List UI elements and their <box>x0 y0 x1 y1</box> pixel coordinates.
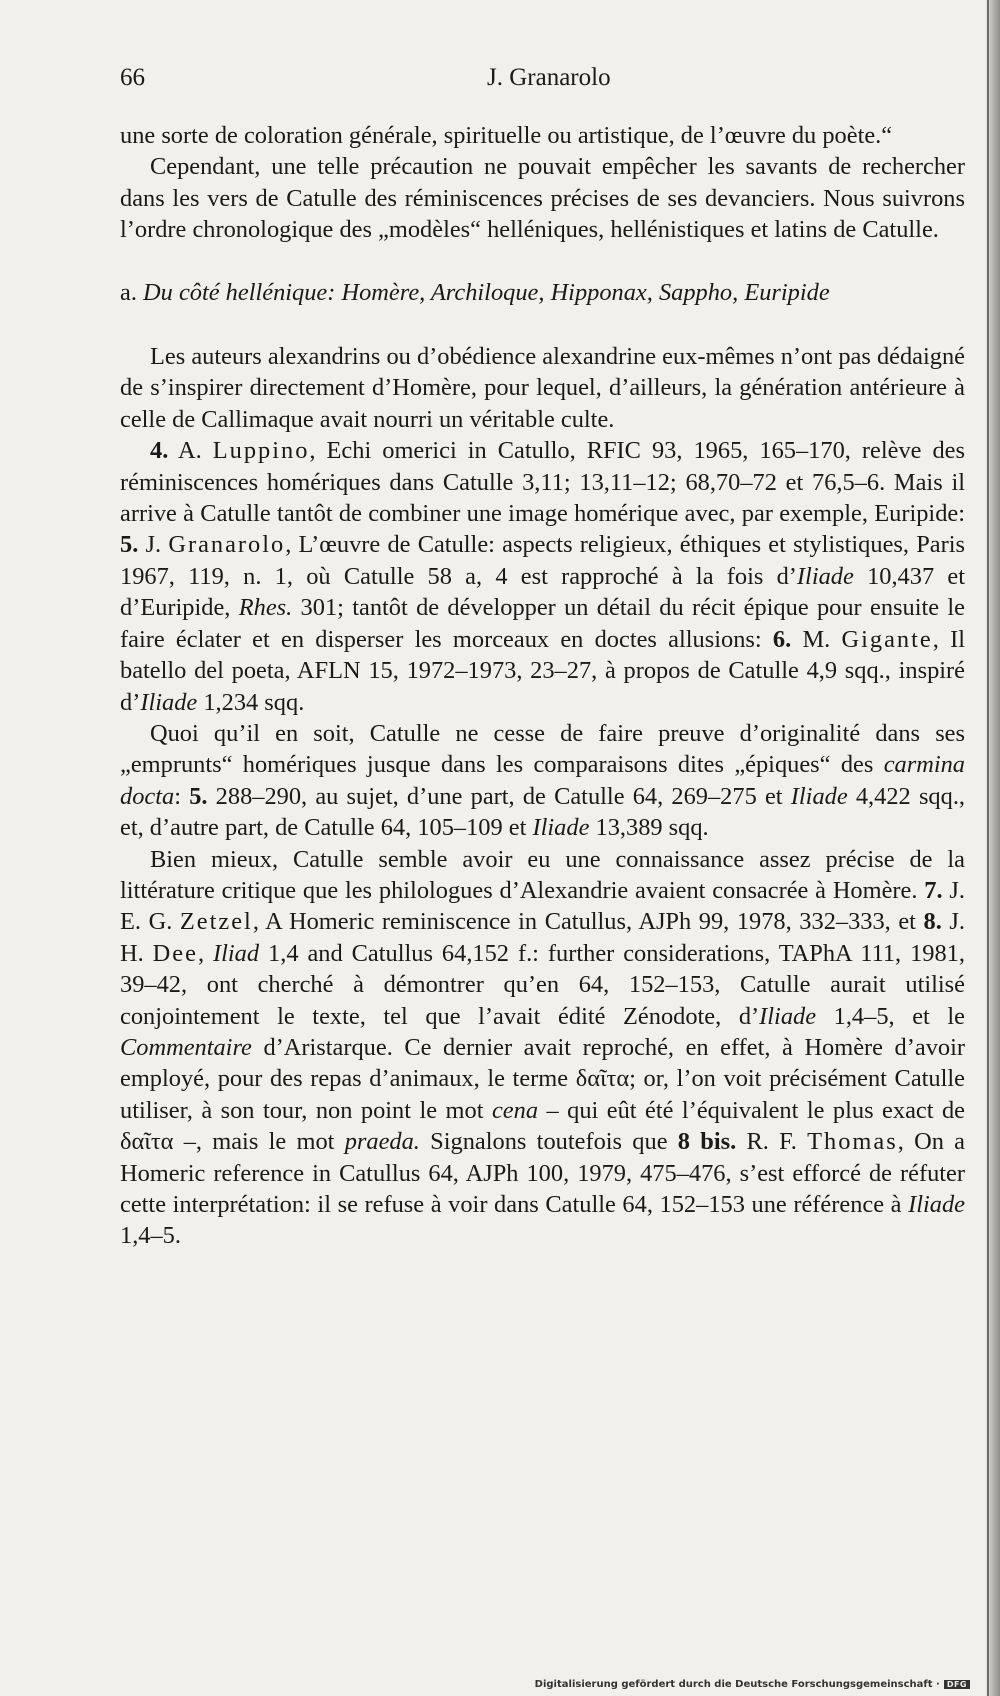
paragraph-6: Bien mieux, Catulle semble avoir eu une connaissance assez précise de la littérature critique que les philologues d’Alexandrie avaient consacrée à Homère. 7. J. E. G. Zetzel, A Homeric reminiscence in Catullus, AJPh 99, 1978, 332–333, et 8. J. H. Dee, Iliad 1,4 and Catullus 64,152 f.: further considerations, TAPhA 111, 1981, 39–42, ont cherché à démontrer qu’en 64, 152–153, Catulle aurait utilisé conjointement le texte, tel que l’avait édité Zénodote, d’Iliade 1,4–5, et le Commentaire d’Aristarque. Ce dernier avait reproché, en effet, à Homère d’avoir employé, pour des repas d’animaux, le terme δαῖτα; or, l’on voit précisément Catulle utiliser, à son tour, non point le mot cena – qui eût été l’équivalent le plus exact de δαῖτα –, mais le mot praeda. Signalons toutefois que 8 bis. R. F. Thomas, On a Homeric reference in Catullus 64, AJPh 100, 1979, 475–476, s’est efforcé de réfuter cette interprétation: il se refuse à voir dans Catulle 64, 152–153 une référence à Iliade 1,4–5. <box>120 845 965 1250</box>
reference-number: 4. <box>150 437 169 465</box>
reference-number: 6. <box>772 625 792 653</box>
digitization-credit <box>535 1679 970 1690</box>
body-text <box>120 120 965 1252</box>
page-number: 66 <box>120 64 145 91</box>
reference-number: 5. <box>189 782 208 810</box>
work-title: carmina docta <box>120 751 965 810</box>
dfg-logo: DFG <box>944 1680 970 1689</box>
work-title: Rhes. <box>238 594 293 622</box>
work-title: Iliad <box>213 939 260 967</box>
work-title: Commentaire <box>120 1033 252 1061</box>
section-title: Du côté hellénique: Homère, Archiloque, Hipponax, Sappho, Euripide <box>143 278 830 306</box>
running-head <box>120 64 965 104</box>
paragraph-5: Quoi qu’il en soit, Catulle ne cesse de faire preuve d’originalité dans ses „emprunts“ homériques jusque dans les comparaisons dites „épiques“ des carmina docta: 5. 288–290, au sujet, d’une part, de Catulle 64, 269–275 et Iliade 4,422 sqq., et, d’autre part, de Catulle 64, 105–109 et Iliade 13,389 sqq. <box>120 719 966 842</box>
reference-number: 7. <box>924 876 943 904</box>
latin-word: cena <box>491 1096 539 1124</box>
page-edge-line <box>987 0 989 1696</box>
author-name: Thomas <box>807 1128 898 1156</box>
paragraph-4: 4. A. Luppino, Echi omerici in Catullo, RFIC 93, 1965, 165–170, relève des réminiscences homériques dans Catulle 3,11; 13,11–12; 68,70–72 et 76,5–6. Mais il arrive à Catulle tantôt de combiner une image homérique avec, par exemple, Euripide: 5. J. Granarolo, L’œuvre de Catulle: aspects religieux, éthiques et stylistiques, Paris 1967, 119, n. 1, où Catulle 58 a, 4 est rapproché à la fois d’Iliade 10,437 et d’Euripide, Rhes. 301; tantôt de développer un détail du récit épique pour ensuite le faire éclater et en disperser les morceaux en doctes allusions: 6. M. Gigante, Il batello del poeta, AFLN 15, 1972–1973, 23–27, à propos de Catulle 4,9 sqq., inspiré d’Iliade 1,234 sqq. <box>120 437 966 716</box>
work-title: Iliade <box>790 782 848 810</box>
paragraph-2: Cependant, une telle précaution ne pouvait empêcher les savants de rechercher dans les vers de Catulle des réminiscences précises de ses devanciers. Nous suivrons l’ordre chronologique des „modèles“ helléniques, hellénistiques et latins de Catulle. <box>120 153 965 244</box>
running-head-author: J. Granarolo <box>487 64 611 91</box>
credit-text: Digitalisierung gefördert durch die Deutsche Forschungsgemeinschaft · <box>534 1679 940 1690</box>
work-title: Iliade <box>532 814 590 842</box>
author-name: Granarolo <box>168 531 286 559</box>
section-marker: a. <box>120 278 137 306</box>
work-title: Iliade <box>759 1002 817 1030</box>
author-name: Luppino <box>212 437 310 465</box>
paragraph-3: Les auteurs alexandrins ou d’obédience alexandrine eux-mêmes n’ont pas dédaigné de s’inspirer directement d’Homère, pour lequel, d’ailleurs, la génération antérieure à celle de Callimaque avait nourri un véritable culte. <box>120 343 965 433</box>
author-name: Zetzel <box>179 908 253 936</box>
work-title: Iliade <box>140 688 198 716</box>
reference-number: 5. <box>120 531 139 559</box>
paragraph-1: une sorte de coloration générale, spirituelle ou artistique, de l’œuvre du poète.“ <box>120 122 893 149</box>
section-heading <box>120 277 965 308</box>
author-name: Gigante <box>841 625 933 653</box>
work-title: Iliade <box>908 1191 965 1218</box>
reference-number: 8. <box>923 908 942 936</box>
work-title: Iliade <box>796 562 854 590</box>
reference-number: 8 bis. <box>677 1128 737 1156</box>
spacer <box>120 308 965 341</box>
latin-word: praeda. <box>344 1128 420 1156</box>
author-name: Dee <box>152 939 198 967</box>
spacer <box>120 246 965 277</box>
